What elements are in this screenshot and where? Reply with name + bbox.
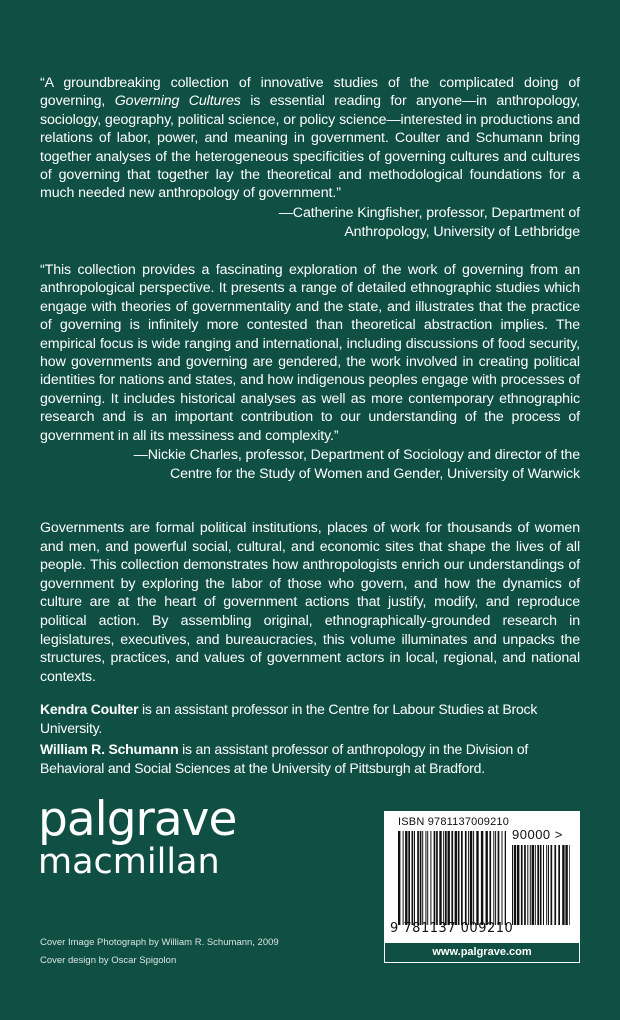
- book-description: Governments are formal political institutions, places of work for thousands of women and men, and powerful social, cultural, and economic sites that shape the lives of all people. This collection demonstrates how anthropologists enrich our understandings of government by exploring the labor of those who govern, and how the dynamics of culture are at the heart of government actions that justify, modify, and reproduce political action. By assembling original, ethnographically-grounded research in legislatures, executives, and bureaucracies, this volume illuminates and unpacks the structures, practices, and values of government actors in local, regional, and national contexts.: [40, 520, 580, 685]
- endorsement-text: “This collection provides a fascinating exploration of the work of governing from an anthropological perspective. It presents a range of detailed ethnographic studies which engage with theories of governmentality and the state, and illustrates that the practice of governing is infinitely more contested than theoretical abstraction implies. The empirical focus is wide ranging and international, including discussions of food security, how governments and governing are gendered, the work involved in creating political identities for nations and states, and how indigenous peoples engage with processes of governing. It includes historical analyses as well as more contemporary ethnographic research and is an important contribution to our understanding of the process of government in all its messiness and complexity.”: [40, 262, 580, 444]
- cover-credits: [40, 934, 279, 970]
- author-bio-schumann: William R. Schumann is an assistant professor of anthropology in the Division of Behavioral and Social Sciences at the University of Pittsburgh at Bradford.: [40, 741, 529, 776]
- barcode-bar: [481, 831, 483, 925]
- author-name: William R. Schumann: [40, 741, 179, 757]
- barcode-bar: [427, 831, 428, 925]
- barcode-bar: [548, 845, 549, 925]
- barcode-bar: [558, 845, 560, 925]
- barcode-bar: [403, 831, 404, 925]
- endorsement-text: “A groundbreaking collection of innovative studies of the complicated doing of governing, Governing Cultures is essential reading for anyone—in anthropology, sociology, geography, political science, or policy science—interested in productions and relations of labor, power, and meaning in government. Coulter and Schumann bring together analyses of the heterogeneous specificities of governing cultures and cultures of governing that together lay the theoretical and methodological foundations for a much needed new anthropology of government.”: [40, 75, 580, 202]
- publisher-logo-line2: macmillan: [38, 842, 220, 882]
- barcode-bar: [425, 831, 426, 925]
- barcode-bar: [521, 845, 523, 925]
- endorsement-kingfisher: [40, 74, 580, 242]
- endorsement-charles: [40, 261, 580, 484]
- barcode-bar: [455, 831, 457, 925]
- barcode-bar: [495, 831, 496, 925]
- endorsement-attribution: —Catherine Kingfisher, professor, Department of Anthropology, University of Lethbridge: [278, 204, 580, 240]
- book-title-italic: Governing Cultures: [114, 93, 241, 110]
- barcode-bar: [540, 845, 542, 925]
- barcode-bar: [448, 831, 450, 925]
- barcode-bar: [562, 845, 564, 925]
- barcode-bar: [527, 845, 528, 925]
- barcode-bar: [408, 831, 410, 925]
- barcode-bar: [502, 831, 503, 925]
- barcode-bar: [451, 831, 453, 925]
- barcode-bar: [436, 831, 438, 925]
- barcode-bar: [434, 831, 436, 925]
- barcode-bar: [468, 831, 469, 925]
- barcode-bar: [512, 845, 513, 925]
- barcode-bar: [551, 845, 553, 925]
- barcode-bar: [486, 831, 488, 925]
- barcode-bar: [422, 831, 423, 925]
- barcode-bar: [535, 845, 536, 925]
- barcode-bar: [417, 831, 419, 925]
- barcode-bar: [524, 845, 526, 925]
- barcode-bar: [470, 831, 472, 925]
- barcode-bar: [420, 831, 422, 925]
- barcode-bar: [514, 845, 516, 925]
- publisher-logo: [38, 792, 237, 882]
- endorsement-attribution: —Nickie Charles, professor, Department of Sociology and director of the Centre for the Study of Women and Gender, University of Warwick: [133, 447, 580, 483]
- barcode-bar: [461, 831, 463, 925]
- publisher-logo-line1: palgrave: [38, 792, 237, 847]
- barcode-bar: [493, 831, 494, 925]
- author-name: Kendra Coulter: [40, 701, 139, 717]
- barcode-bar: [546, 845, 547, 925]
- barcode-bar: [505, 831, 506, 925]
- design-credit: Cover design by Oscar Spigolon: [40, 955, 177, 966]
- isbn-label: ISBN 9781137009210: [398, 816, 510, 828]
- barcode-bar: [569, 845, 570, 925]
- isbn-barcode: [398, 831, 506, 925]
- barcode-bar: [398, 831, 400, 925]
- barcode-bar: [517, 845, 519, 925]
- barcode-bar: [498, 831, 500, 925]
- barcode-bar: [543, 845, 544, 925]
- barcode-bar: [476, 831, 478, 925]
- barcode-bar: [430, 831, 431, 925]
- barcode-panel: [384, 811, 580, 963]
- barcode-bar: [473, 831, 474, 925]
- barcode-bar: [405, 831, 407, 925]
- barcode-bar: [414, 831, 415, 925]
- barcode-bar: [532, 845, 534, 925]
- barcode-bar: [554, 845, 556, 925]
- barcode-bar: [489, 831, 491, 925]
- barcode-bar: [445, 831, 447, 925]
- barcode-bar: [465, 831, 467, 925]
- barcode-bar: [537, 845, 539, 925]
- barcode-bar: [412, 831, 414, 925]
- barcode-bar: [458, 831, 460, 925]
- author-bio-coulter: Kendra Coulter is an assistant professor in the Centre for Labour Studies at Brock University.: [40, 701, 538, 736]
- barcode-bar: [530, 845, 531, 925]
- price-barcode: [512, 845, 570, 925]
- isbn-digits: 9 781137 009210: [390, 921, 514, 936]
- barcode-bar: [443, 831, 444, 925]
- barcode-bar: [565, 845, 567, 925]
- barcode-bar: [439, 831, 441, 925]
- publisher-website: www.palgrave.com: [384, 942, 580, 963]
- price-code: 90000 >: [512, 827, 563, 842]
- photo-credit: Cover Image Photograph by William R. Schumann, 2009: [40, 937, 279, 948]
